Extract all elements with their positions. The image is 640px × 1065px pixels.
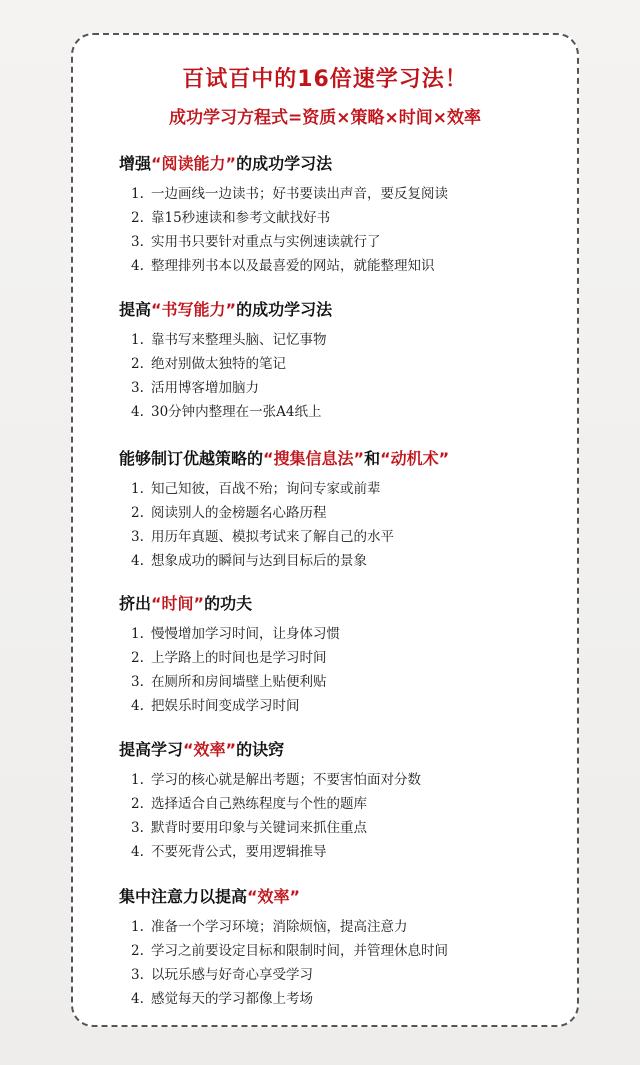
list-item-text: 上学路上的时间也是学习时间 bbox=[151, 650, 327, 666]
list-item bbox=[131, 915, 567, 939]
section-title bbox=[119, 447, 567, 471]
section-title-text: 的成功学习法 bbox=[236, 154, 333, 173]
list-item-text: 在厕所和房间墙壁上贴便利贴 bbox=[151, 674, 327, 690]
list-item bbox=[131, 525, 567, 549]
section-title-text: 和 bbox=[364, 449, 381, 468]
list-item-number: 4. bbox=[131, 698, 144, 714]
list-item-text: 默背时要用印象与关键词来抓住重点 bbox=[151, 820, 367, 836]
list-item-text: 把娱乐时间变成学习时间 bbox=[151, 698, 300, 714]
list-item bbox=[131, 328, 567, 352]
list-item bbox=[131, 670, 567, 694]
list-item bbox=[131, 477, 567, 501]
section-title-highlight: “书写能力” bbox=[151, 300, 237, 319]
list-item bbox=[131, 400, 567, 424]
list-item-text: 慢慢增加学习时间，让身体习惯 bbox=[151, 626, 340, 642]
section-reading bbox=[119, 152, 567, 278]
list-item-text: 阅读别人的金榜题名心路历程 bbox=[151, 505, 327, 521]
list-item-number: 2. bbox=[131, 505, 144, 521]
list-item-number: 1. bbox=[131, 626, 144, 642]
list-item bbox=[131, 694, 567, 718]
list-item-text: 想象成功的瞬间与达到目标后的景象 bbox=[151, 553, 367, 569]
list-item-text: 感觉每天的学习都像上考场 bbox=[151, 991, 313, 1007]
list-item bbox=[131, 230, 567, 254]
section-title-highlight: “时间” bbox=[151, 594, 205, 613]
list-item bbox=[131, 622, 567, 646]
section-title-text: 的成功学习法 bbox=[236, 300, 333, 319]
list-item-text: 30分钟内整理在一张A4纸上 bbox=[151, 404, 322, 420]
section-title-text: 增强 bbox=[119, 154, 152, 173]
section-time bbox=[119, 592, 567, 718]
list-item bbox=[131, 254, 567, 278]
section-list bbox=[119, 622, 567, 718]
list-item-text: 整理排列书本以及最喜爱的网站，就能整理知识 bbox=[151, 258, 435, 274]
list-item-text: 绝对别做太独特的笔记 bbox=[151, 356, 286, 372]
list-item-number: 2. bbox=[131, 356, 144, 372]
list-item-number: 1. bbox=[131, 332, 144, 348]
list-item bbox=[131, 987, 567, 1011]
section-title bbox=[119, 885, 567, 909]
list-item-number: 4. bbox=[131, 258, 144, 274]
list-item-number: 3. bbox=[131, 674, 144, 690]
section-title bbox=[119, 738, 567, 762]
page-subtitle: 成功学习方程式=资质×策略×时间×效率 bbox=[169, 108, 481, 128]
list-item bbox=[131, 646, 567, 670]
section-title-text: 的功夫 bbox=[204, 594, 253, 613]
section-strategy bbox=[119, 447, 567, 573]
section-list bbox=[119, 477, 567, 573]
list-item bbox=[131, 792, 567, 816]
section-title-highlight: “效率” bbox=[247, 887, 301, 906]
list-item-number: 2. bbox=[131, 943, 144, 959]
section-efficiency bbox=[119, 738, 567, 864]
list-item-number: 3. bbox=[131, 380, 144, 396]
list-item bbox=[131, 376, 567, 400]
section-title-text: 提高 bbox=[119, 300, 152, 319]
section-list bbox=[119, 768, 567, 864]
list-item bbox=[131, 768, 567, 792]
list-item-number: 1. bbox=[131, 481, 144, 497]
list-item-text: 靠书写来整理头脑、记忆事物 bbox=[151, 332, 327, 348]
list-item bbox=[131, 182, 567, 206]
section-title bbox=[119, 298, 567, 322]
section-list bbox=[119, 328, 567, 424]
section-title-text: 集中注意力以提高 bbox=[119, 887, 248, 906]
list-item bbox=[131, 206, 567, 230]
list-item bbox=[131, 549, 567, 573]
content-card bbox=[71, 33, 579, 1027]
list-item-number: 2. bbox=[131, 796, 144, 812]
section-title-highlight: “搜集信息法” bbox=[263, 449, 365, 468]
list-item-text: 知己知彼，百战不殆；询问专家或前辈 bbox=[151, 481, 381, 497]
list-item-number: 2. bbox=[131, 650, 144, 666]
list-item-number: 4. bbox=[131, 844, 144, 860]
section-title bbox=[119, 592, 567, 616]
list-item-number: 1. bbox=[131, 772, 144, 788]
section-title-text: 能够制订优越策略的 bbox=[119, 449, 264, 468]
list-item-number: 2. bbox=[131, 210, 144, 226]
section-writing bbox=[119, 298, 567, 424]
list-item-number: 4. bbox=[131, 991, 144, 1007]
list-item-text: 准备一个学习环境；消除烦恼，提高注意力 bbox=[151, 919, 408, 935]
page-title: 百试百中的16倍速学习法！ bbox=[182, 67, 468, 92]
list-item-number: 3. bbox=[131, 234, 144, 250]
list-item bbox=[131, 840, 567, 864]
list-item bbox=[131, 963, 567, 987]
section-title-highlight: “动机术” bbox=[380, 449, 450, 468]
list-item-number: 4. bbox=[131, 404, 144, 420]
list-item-number: 3. bbox=[131, 529, 144, 545]
section-title-highlight: “效率” bbox=[183, 740, 237, 759]
section-title-highlight: “阅读能力” bbox=[151, 154, 237, 173]
list-item-text: 学习之前要设定目标和限制时间，并管理休息时间 bbox=[151, 943, 448, 959]
section-focus bbox=[119, 885, 567, 1011]
list-item-number: 3. bbox=[131, 820, 144, 836]
list-item bbox=[131, 816, 567, 840]
list-item bbox=[131, 939, 567, 963]
list-item-number: 1. bbox=[131, 919, 144, 935]
list-item-text: 不要死背公式，要用逻辑推导 bbox=[151, 844, 327, 860]
list-item-text: 以玩乐感与好奇心享受学习 bbox=[151, 967, 313, 983]
list-item-text: 选择适合自己熟练程度与个性的题库 bbox=[151, 796, 367, 812]
section-title-text: 的诀窍 bbox=[236, 740, 285, 759]
list-item-text: 活用博客增加脑力 bbox=[151, 380, 259, 396]
list-item-text: 一边画线一边读书；好书要读出声音，要反复阅读 bbox=[151, 186, 448, 202]
list-item-text: 实用书只要针对重点与实例速读就行了 bbox=[151, 234, 381, 250]
list-item-text: 用历年真题、模拟考试来了解自己的水平 bbox=[151, 529, 394, 545]
section-list bbox=[119, 182, 567, 278]
list-item-number: 1. bbox=[131, 186, 144, 202]
section-title-text: 提高学习 bbox=[119, 740, 184, 759]
list-item-text: 学习的核心就是解出考题；不要害怕面对分数 bbox=[151, 772, 421, 788]
section-title-text: 挤出 bbox=[119, 594, 152, 613]
list-item-text: 靠15秒速读和参考文献找好书 bbox=[151, 210, 331, 226]
list-item bbox=[131, 352, 567, 376]
section-title bbox=[119, 152, 567, 176]
list-item bbox=[131, 501, 567, 525]
list-item-number: 4. bbox=[131, 553, 144, 569]
section-list bbox=[119, 915, 567, 1011]
list-item-number: 3. bbox=[131, 967, 144, 983]
